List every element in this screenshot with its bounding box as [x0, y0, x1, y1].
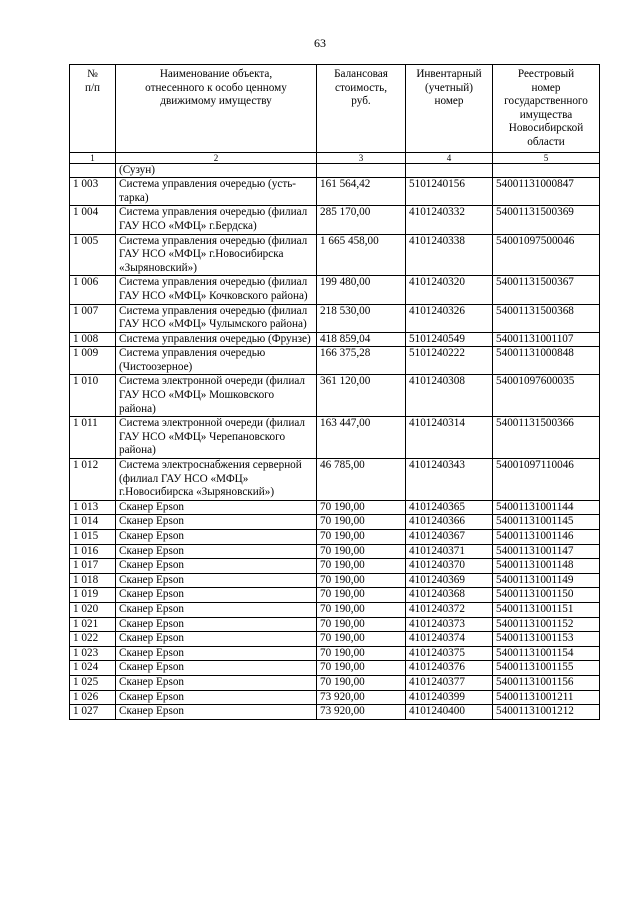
book-value-cell: 70 190,00 [317, 632, 406, 647]
object-name-cell: Система управления очередью (Фрунзе) [116, 332, 317, 347]
inventory-number-cell [406, 163, 493, 178]
inventory-number-cell: 4101240377 [406, 675, 493, 690]
object-name-cell: Сканер Epson [116, 602, 317, 617]
book-value-cell: 166 375,28 [317, 347, 406, 375]
table-row [70, 632, 600, 647]
column-index: 4 [406, 152, 493, 163]
table-row [70, 500, 600, 515]
row-number-cell: 1 021 [70, 617, 116, 632]
table-row [70, 646, 600, 661]
object-name-cell: Сканер Epson [116, 544, 317, 559]
inventory-number-cell: 4101240369 [406, 573, 493, 588]
book-value-cell: 70 190,00 [317, 602, 406, 617]
table-row [70, 515, 600, 530]
registry-number-cell: 54001131001211 [493, 690, 600, 705]
book-value-cell: 218 530,00 [317, 304, 406, 332]
row-number-cell: 1 010 [70, 375, 116, 417]
object-name-cell: Система управления очередью (филиал ГАУ НСО «МФЦ» Чулымского района) [116, 304, 317, 332]
table-row [70, 178, 600, 206]
inventory-number-cell: 4101240368 [406, 588, 493, 603]
registry-number-cell: 54001131001151 [493, 602, 600, 617]
object-name-cell: Сканер Epson [116, 515, 317, 530]
book-value-cell: 285 170,00 [317, 206, 406, 234]
inventory-number-cell: 4101240374 [406, 632, 493, 647]
row-number-cell: 1 022 [70, 632, 116, 647]
object-name-cell: Сканер Epson [116, 705, 317, 720]
property-registry-table [69, 64, 600, 720]
column-index: 3 [317, 152, 406, 163]
registry-number-cell: 54001097600035 [493, 375, 600, 417]
row-number-cell: 1 023 [70, 646, 116, 661]
inventory-number-cell: 4101240372 [406, 602, 493, 617]
registry-number-cell: 54001131001107 [493, 332, 600, 347]
inventory-number-cell: 4101240308 [406, 375, 493, 417]
table-row [70, 530, 600, 545]
row-number-cell: 1 011 [70, 417, 116, 459]
book-value-cell: 199 480,00 [317, 276, 406, 304]
table-row [70, 375, 600, 417]
inventory-number-cell: 4101240371 [406, 544, 493, 559]
registry-number-cell: 54001131500367 [493, 276, 600, 304]
row-number-cell: 1 027 [70, 705, 116, 720]
inventory-number-cell: 5101240156 [406, 178, 493, 206]
column-index: 1 [70, 152, 116, 163]
object-name-cell: Сканер Epson [116, 530, 317, 545]
table-row [70, 234, 600, 276]
page-number: 63 [314, 36, 326, 50]
registry-number-cell: 54001131000847 [493, 178, 600, 206]
row-number-cell [70, 163, 116, 178]
row-number-cell: 1 018 [70, 573, 116, 588]
registry-number-cell: 54001131001146 [493, 530, 600, 545]
inventory-number-cell: 5101240549 [406, 332, 493, 347]
table-row [70, 602, 600, 617]
object-name-cell: Сканер Epson [116, 500, 317, 515]
registry-number-cell: 54001131001155 [493, 661, 600, 676]
table-row [70, 617, 600, 632]
object-name-cell: Сканер Epson [116, 632, 317, 647]
object-name-cell: Система управления очередью (усть-тарка) [116, 178, 317, 206]
object-name-cell: Сканер Epson [116, 675, 317, 690]
object-name-cell: Система управления очередью (филиал ГАУ НСО «МФЦ» г.Новосибирска «Зыряновский») [116, 234, 317, 276]
object-name-cell: Система электронной очереди (филиал ГАУ НСО «МФЦ» Мошковского района) [116, 375, 317, 417]
row-number-cell: 1 009 [70, 347, 116, 375]
table-body [70, 163, 600, 719]
table-row [70, 347, 600, 375]
inventory-number-cell: 4101240314 [406, 417, 493, 459]
registry-number-cell: 54001131001154 [493, 646, 600, 661]
registry-number-cell: 54001097110046 [493, 459, 600, 501]
header-inventory-number: Инвентарный (учетный) номер [406, 65, 493, 153]
inventory-number-cell: 4101240320 [406, 276, 493, 304]
book-value-cell: 161 564,42 [317, 178, 406, 206]
table-row [70, 573, 600, 588]
row-number-cell: 1 024 [70, 661, 116, 676]
header-object-name: Наименование объекта, отнесенного к особо ценному движимому имуществу [116, 65, 317, 153]
table-row [70, 559, 600, 574]
table-row [70, 276, 600, 304]
book-value-cell: 70 190,00 [317, 588, 406, 603]
object-name-cell: Сканер Epson [116, 573, 317, 588]
object-name-cell: Сканер Epson [116, 690, 317, 705]
book-value-cell: 1 665 458,00 [317, 234, 406, 276]
row-number-cell: 1 003 [70, 178, 116, 206]
book-value-cell: 70 190,00 [317, 646, 406, 661]
book-value-cell: 70 190,00 [317, 675, 406, 690]
book-value-cell: 70 190,00 [317, 500, 406, 515]
object-name-cell: Сканер Epson [116, 646, 317, 661]
inventory-number-cell: 4101240365 [406, 500, 493, 515]
table-row [70, 459, 600, 501]
inventory-number-cell: 4101240332 [406, 206, 493, 234]
registry-number-cell: 54001131001153 [493, 632, 600, 647]
header-row [70, 65, 600, 153]
header-registry-number: Реестровый номер государственного имущества Новосибирской области [493, 65, 600, 153]
inventory-number-cell: 4101240400 [406, 705, 493, 720]
inventory-number-cell: 4101240370 [406, 559, 493, 574]
book-value-cell [317, 163, 406, 178]
row-number-cell: 1 013 [70, 500, 116, 515]
object-name-cell: Система электронной очереди (филиал ГАУ НСО «МФЦ» Черепановского района) [116, 417, 317, 459]
book-value-cell: 70 190,00 [317, 617, 406, 632]
object-name-cell: Система управления очередью (Чистоозерное) [116, 347, 317, 375]
column-index-row [70, 152, 600, 163]
inventory-number-cell: 4101240326 [406, 304, 493, 332]
table-row [70, 705, 600, 720]
registry-number-cell: 54001131001152 [493, 617, 600, 632]
row-number-cell: 1 016 [70, 544, 116, 559]
registry-number-cell: 54001131001156 [493, 675, 600, 690]
book-value-cell: 46 785,00 [317, 459, 406, 501]
row-number-cell: 1 007 [70, 304, 116, 332]
table-row [70, 206, 600, 234]
inventory-number-cell: 4101240367 [406, 530, 493, 545]
book-value-cell: 70 190,00 [317, 661, 406, 676]
row-number-cell: 1 004 [70, 206, 116, 234]
registry-number-cell [493, 163, 600, 178]
inventory-number-cell: 4101240373 [406, 617, 493, 632]
object-name-cell: Сканер Epson [116, 588, 317, 603]
object-name-cell: Сканер Epson [116, 559, 317, 574]
inventory-number-cell: 4101240366 [406, 515, 493, 530]
row-number-cell: 1 012 [70, 459, 116, 501]
column-index: 2 [116, 152, 317, 163]
book-value-cell: 361 120,00 [317, 375, 406, 417]
registry-number-cell: 54001131001147 [493, 544, 600, 559]
book-value-cell: 163 447,00 [317, 417, 406, 459]
book-value-cell: 418 859,04 [317, 332, 406, 347]
table-row [70, 675, 600, 690]
registry-number-cell: 54001131500368 [493, 304, 600, 332]
object-name-cell: (Сузун) [116, 163, 317, 178]
row-number-cell: 1 008 [70, 332, 116, 347]
header-book-value: Балансовая стоимость, руб. [317, 65, 406, 153]
row-number-cell: 1 006 [70, 276, 116, 304]
row-number-cell: 1 020 [70, 602, 116, 617]
table-row [70, 544, 600, 559]
table-row [70, 690, 600, 705]
registry-number-cell: 54001131001145 [493, 515, 600, 530]
header-number: № п/п [70, 65, 116, 153]
inventory-number-cell: 5101240222 [406, 347, 493, 375]
registry-number-cell: 54001131001148 [493, 559, 600, 574]
inventory-number-cell: 4101240375 [406, 646, 493, 661]
table-row [70, 332, 600, 347]
registry-number-cell: 54001131001144 [493, 500, 600, 515]
inventory-number-cell: 4101240343 [406, 459, 493, 501]
table-row [70, 661, 600, 676]
table-row [70, 588, 600, 603]
object-name-cell: Сканер Epson [116, 617, 317, 632]
registry-number-cell: 54001131001212 [493, 705, 600, 720]
object-name-cell: Сканер Epson [116, 661, 317, 676]
table-row [70, 163, 600, 178]
table-row [70, 304, 600, 332]
object-name-cell: Система управления очередью (филиал ГАУ НСО «МФЦ» г.Бердска) [116, 206, 317, 234]
row-number-cell: 1 005 [70, 234, 116, 276]
row-number-cell: 1 019 [70, 588, 116, 603]
row-number-cell: 1 026 [70, 690, 116, 705]
table-row [70, 417, 600, 459]
row-number-cell: 1 017 [70, 559, 116, 574]
registry-number-cell: 54001131500369 [493, 206, 600, 234]
registry-number-cell: 54001131500366 [493, 417, 600, 459]
inventory-number-cell: 4101240338 [406, 234, 493, 276]
book-value-cell: 73 920,00 [317, 690, 406, 705]
book-value-cell: 70 190,00 [317, 573, 406, 588]
book-value-cell: 70 190,00 [317, 530, 406, 545]
book-value-cell: 70 190,00 [317, 559, 406, 574]
row-number-cell: 1 025 [70, 675, 116, 690]
registry-number-cell: 54001131001150 [493, 588, 600, 603]
inventory-number-cell: 4101240399 [406, 690, 493, 705]
book-value-cell: 73 920,00 [317, 705, 406, 720]
registry-number-cell: 54001097500046 [493, 234, 600, 276]
registry-number-cell: 54001131001149 [493, 573, 600, 588]
row-number-cell: 1 015 [70, 530, 116, 545]
registry-number-cell: 54001131000848 [493, 347, 600, 375]
row-number-cell: 1 014 [70, 515, 116, 530]
book-value-cell: 70 190,00 [317, 515, 406, 530]
object-name-cell: Система электроснабжения серверной (филиал ГАУ НСО «МФЦ» г.Новосибирска «Зыряновский») [116, 459, 317, 501]
book-value-cell: 70 190,00 [317, 544, 406, 559]
object-name-cell: Система управления очередью (филиал ГАУ НСО «МФЦ» Кочковского района) [116, 276, 317, 304]
column-index: 5 [493, 152, 600, 163]
inventory-number-cell: 4101240376 [406, 661, 493, 676]
